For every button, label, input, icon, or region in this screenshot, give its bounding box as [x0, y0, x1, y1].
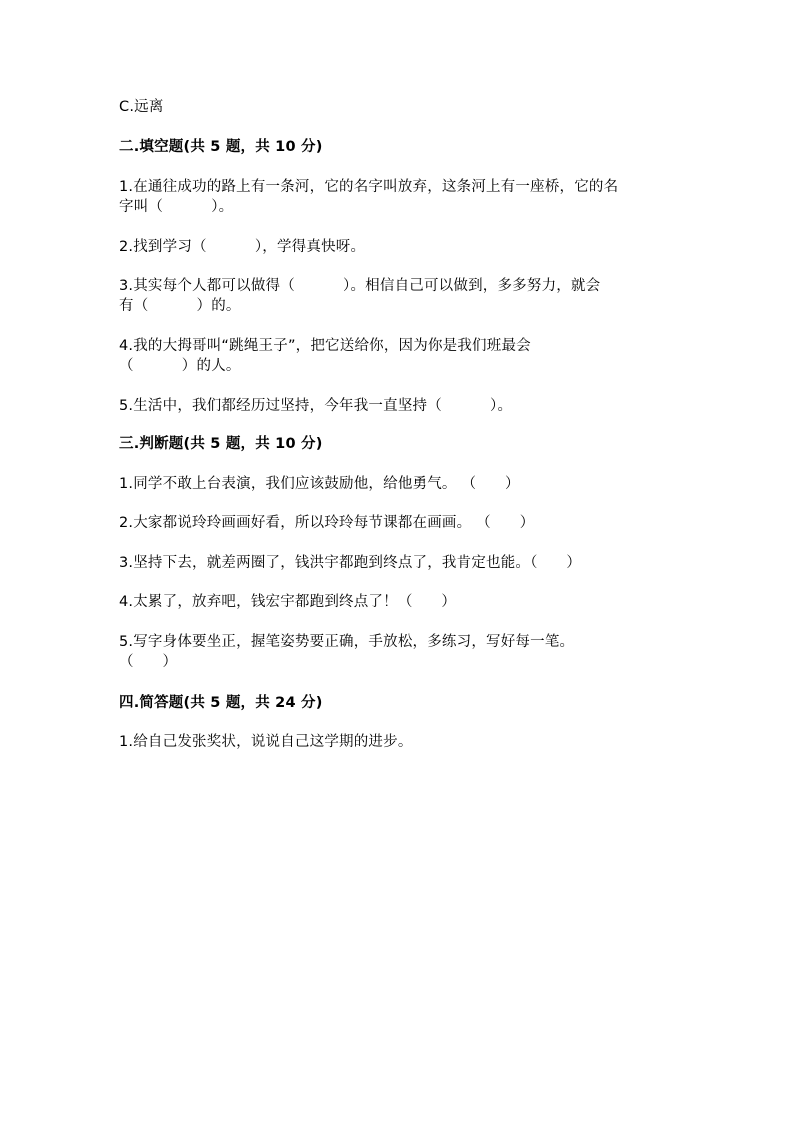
true-false-q1: 1.同学不敢上台表演，我们应该鼓励他，给他勇气。 （ ） [119, 476, 520, 492]
true-false-q2: 2.大家都说玲玲画画好看，所以玲玲每节课都在画画。 （ ） [119, 515, 535, 531]
short-answer-q1: 1.给自己发张奖状，说说自己这学期的进步。 [119, 734, 413, 750]
option-c: C.远离 [119, 99, 164, 115]
section-heading-short-answer: 四.简答题(共 5 题，共 24 分) [119, 695, 323, 711]
fill-blank-q3-line1: 3.其实每个人都可以做得（ ）。相信自己可以做到，多多努力，就会 [119, 278, 601, 294]
fill-blank-q1-line2: 字叫（ ）。 [119, 199, 234, 215]
fill-blank-q4-line2: （ ）的人。 [119, 358, 241, 374]
true-false-q3: 3.坚持下去，就差两圈了，钱洪宇都跑到终点了，我肯定也能。（ ） [119, 555, 582, 571]
fill-blank-q5: 5.生活中，我们都经历过坚持，今年我一直坚持（ ）。 [119, 398, 513, 414]
fill-blank-q4-line1: 4.我的大拇哥叫“跳绳王子”，把它送给你，因为你是我们班最会 [119, 338, 531, 354]
fill-blank-q1-line1: 1.在通往成功的路上有一条河，它的名字叫放弃，这条河上有一座桥，它的名 [119, 179, 619, 195]
fill-blank-q3-line2: 有（ ）的。 [119, 298, 241, 314]
section-heading-fill-blank: 二.填空题(共 5 题，共 10 分) [119, 139, 323, 155]
true-false-q4: 4.太累了，放弃吧，钱宏宇都跑到终点了！（ ） [119, 594, 457, 610]
section-heading-true-false: 三.判断题(共 5 题，共 10 分) [119, 436, 323, 452]
true-false-q5-line1: 5.写字身体要坐正，握笔姿势要正确，手放松，多练习，写好每一笔。 [119, 634, 575, 650]
fill-blank-q2: 2.找到学习（ ），学得真快呀。 [119, 239, 366, 255]
true-false-q5-line2: （ ） [119, 654, 178, 670]
